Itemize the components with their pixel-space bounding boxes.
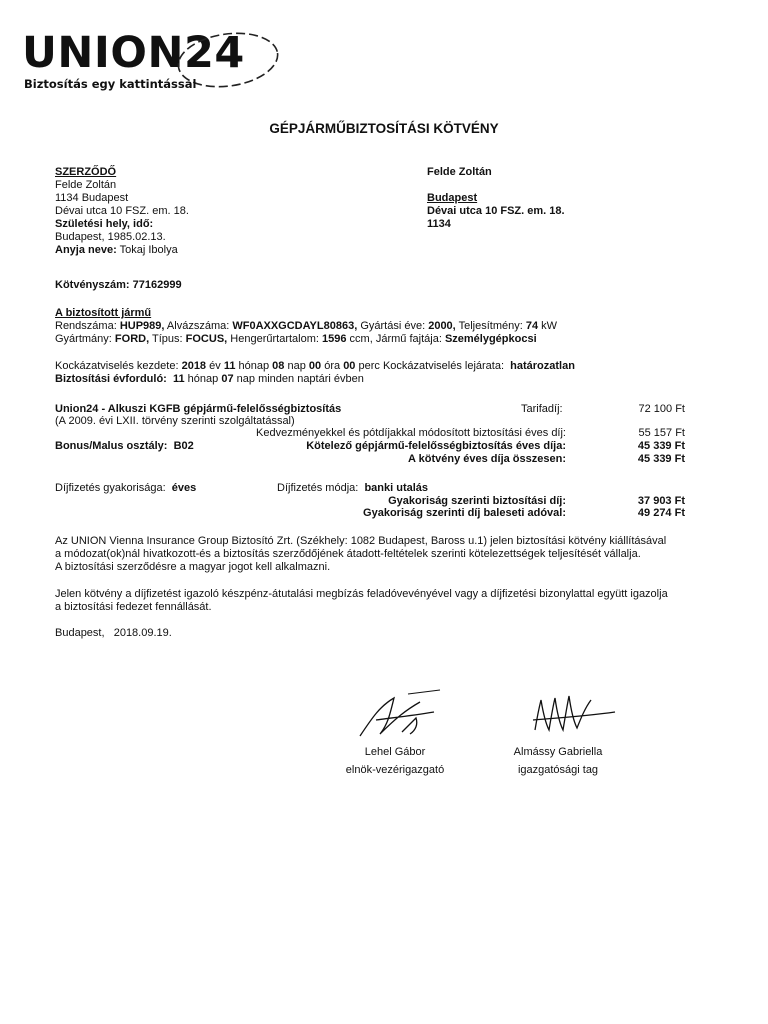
contractor-name: Felde Zoltán xyxy=(55,179,117,191)
anniversary-month-word: hónap xyxy=(187,373,219,385)
signature-almassy-gabriella-icon xyxy=(527,690,622,740)
chassis-value: WF0AXXGCDAYL80863, xyxy=(232,320,358,332)
signatory-2-name: Almássy Gabriella xyxy=(513,746,603,758)
frequency-fee-label: Gyakoriság szerinti biztosítási díj: xyxy=(388,495,566,507)
risk-year: 2018 xyxy=(181,360,207,372)
legal-paragraph-2-line-1: Jelen kötvény a díjfizetést igazoló készpénz-átutalási megbízás feladóvevényével vagy a díjfizetési bizonylattal együtt igazolja xyxy=(55,588,668,600)
place-and-date: Budapest, 2018.09.19. xyxy=(55,627,172,639)
total-fee-value: 45 339 Ft xyxy=(637,453,685,465)
kind-value: Személygépkocsi xyxy=(444,333,537,345)
risk-hour-word: óra xyxy=(324,360,341,372)
mother-label: Anyja neve: xyxy=(55,244,117,256)
risk-day-word: nap xyxy=(287,360,306,372)
product-name: Union24 - Alkuszi KGFB gépjármű-felelősségbiztosítás xyxy=(55,403,342,415)
payment-frequency-value: éves xyxy=(171,482,197,494)
payment-method-value: banki utalás xyxy=(364,482,429,494)
payment-method-line xyxy=(277,482,428,495)
make-label: Gyártmány: xyxy=(55,333,112,345)
policy-number-label: Kötvényszám: xyxy=(55,279,130,291)
anniversary-tail: minden naptári évben xyxy=(258,373,364,385)
policy-number-line xyxy=(55,279,182,292)
mother-name-line xyxy=(55,244,178,257)
tariff-label: Tarifadíj: xyxy=(521,403,563,415)
mandatory-fee-value: 45 339 Ft xyxy=(637,440,685,452)
total-fee-label: A kötvény éves díja összesen: xyxy=(408,453,566,465)
contractor-street: Dévai utca 10 FSZ. em. 18. xyxy=(55,205,189,217)
displacement-value: 1596 xyxy=(322,333,347,345)
product-note: (A 2009. évi LXII. törvény szerinti szolgáltatással) xyxy=(55,415,295,427)
risk-day: 08 xyxy=(272,360,285,372)
risk-month-word: hónap xyxy=(238,360,270,372)
signatory-1-name: Lehel Gábor xyxy=(364,746,426,758)
birth-value: Budapest, 1985.02.13. xyxy=(55,231,166,243)
risk-month: 11 xyxy=(223,360,236,372)
legal-paragraph-1-line-2: a módozat(ok)nál hivatkozott-és a biztosítás szerződőjének átadott-feltételek szerinti kötelezettségek teljesítését vállalja. xyxy=(55,548,641,560)
frequency-fee-value: 37 903 Ft xyxy=(637,495,685,507)
risk-end-value: határozatlan xyxy=(510,360,575,372)
plate-label: Rendszáma: xyxy=(55,320,117,332)
mother-value: Tokaj Ibolya xyxy=(119,244,178,256)
mailing-zip: 1134 xyxy=(427,218,451,230)
model-value: FOCUS, xyxy=(185,333,228,345)
payment-frequency-label: Díjfizetés gyakorisága: xyxy=(55,482,166,494)
year-value: 2000, xyxy=(428,320,456,332)
legal-paragraph-1-line-3: A biztosítási szerződésre a magyar jogot kell alkalmazni. xyxy=(55,561,331,573)
anniversary-month: 11 xyxy=(172,373,185,385)
mailing-name: Felde Zoltán xyxy=(427,166,492,178)
contractor-city: 1134 Budapest xyxy=(55,192,129,204)
plate-value: HUP989, xyxy=(119,320,165,332)
bonus-label: Bonus/Malus osztály: xyxy=(55,440,168,452)
signatory-2-role: igazgatósági tag xyxy=(517,764,599,776)
fee-with-tax-label: Gyakoriság szerinti díj baleseti adóval: xyxy=(363,507,566,519)
displacement-label: Hengerűrtartalom: xyxy=(230,333,319,345)
birth-label: Születési hely, idő: xyxy=(55,218,154,230)
policy-number: 77162999 xyxy=(132,279,182,291)
legal-paragraph-2-line-2: a biztosítási fedezet fennállását. xyxy=(55,601,212,613)
risk-end-label: Kockázatviselés lejárata: xyxy=(382,360,505,372)
signatory-1-role: elnök-vezérigazgató xyxy=(345,764,445,776)
risk-minute: 00 xyxy=(343,360,356,372)
bonus-value: B02 xyxy=(173,440,194,452)
legal-paragraph-1-line-1: Az UNION Vienna Insurance Group Biztosító Zrt. (Székhely: 1082 Budapest, Baross u.1) jelen biztosítási kötvény kiállításával xyxy=(55,535,667,547)
model-label: Típus: xyxy=(152,333,183,345)
company-logo: UNION24 xyxy=(22,28,245,78)
anniversary-line xyxy=(55,373,364,386)
risk-hour: 00 xyxy=(308,360,322,372)
tariff-value: 72 100 Ft xyxy=(638,403,685,415)
power-unit: kW xyxy=(541,320,558,332)
year-label: Gyártási éve: xyxy=(360,320,426,332)
modified-fee-value: 55 157 Ft xyxy=(638,427,685,439)
payment-method-label: Díjfizetés módja: xyxy=(277,482,359,494)
risk-start-line xyxy=(55,360,575,373)
payment-frequency-line xyxy=(55,482,196,495)
power-value: 74 xyxy=(525,320,539,332)
power-label: Teljesítmény: xyxy=(458,320,523,332)
risk-minute-word: perc xyxy=(358,360,380,372)
company-tagline: Biztosítás egy kattintással xyxy=(24,77,197,91)
risk-start-label: Kockázatviselés kezdete: xyxy=(55,360,179,372)
make-value: FORD, xyxy=(114,333,150,345)
kind-label: Jármű fajtája: xyxy=(375,333,442,345)
anniversary-label: Biztosítási évforduló: xyxy=(55,373,167,385)
mailing-city: Budapest xyxy=(427,192,478,204)
displacement-unit: ccm, xyxy=(349,333,373,345)
signature-lehel-gabor-icon xyxy=(350,688,445,743)
bonus-line xyxy=(55,440,194,453)
anniversary-day-word: nap xyxy=(236,373,255,385)
document-title: GÉPJÁRMŰBIZTOSÍTÁSI KÖTVÉNY xyxy=(269,121,499,136)
contractor-heading: SZERZŐDŐ xyxy=(55,166,117,178)
chassis-label: Alvázszáma: xyxy=(166,320,230,332)
risk-year-word: év xyxy=(209,360,221,372)
vehicle-line-1 xyxy=(55,320,557,333)
fee-with-tax-value: 49 274 Ft xyxy=(637,507,685,519)
modified-fee-label: Kedvezményekkel és pótdíjakkal módosított biztosítási éves díj: xyxy=(256,427,566,439)
vehicle-heading: A biztosított jármű xyxy=(55,307,152,319)
anniversary-day: 07 xyxy=(221,373,234,385)
vehicle-line-2 xyxy=(55,333,537,346)
mandatory-fee-label: Kötelező gépjármű-felelősségbiztosítás éves díja: xyxy=(306,440,566,452)
mailing-street: Dévai utca 10 FSZ. em. 18. xyxy=(427,205,565,217)
